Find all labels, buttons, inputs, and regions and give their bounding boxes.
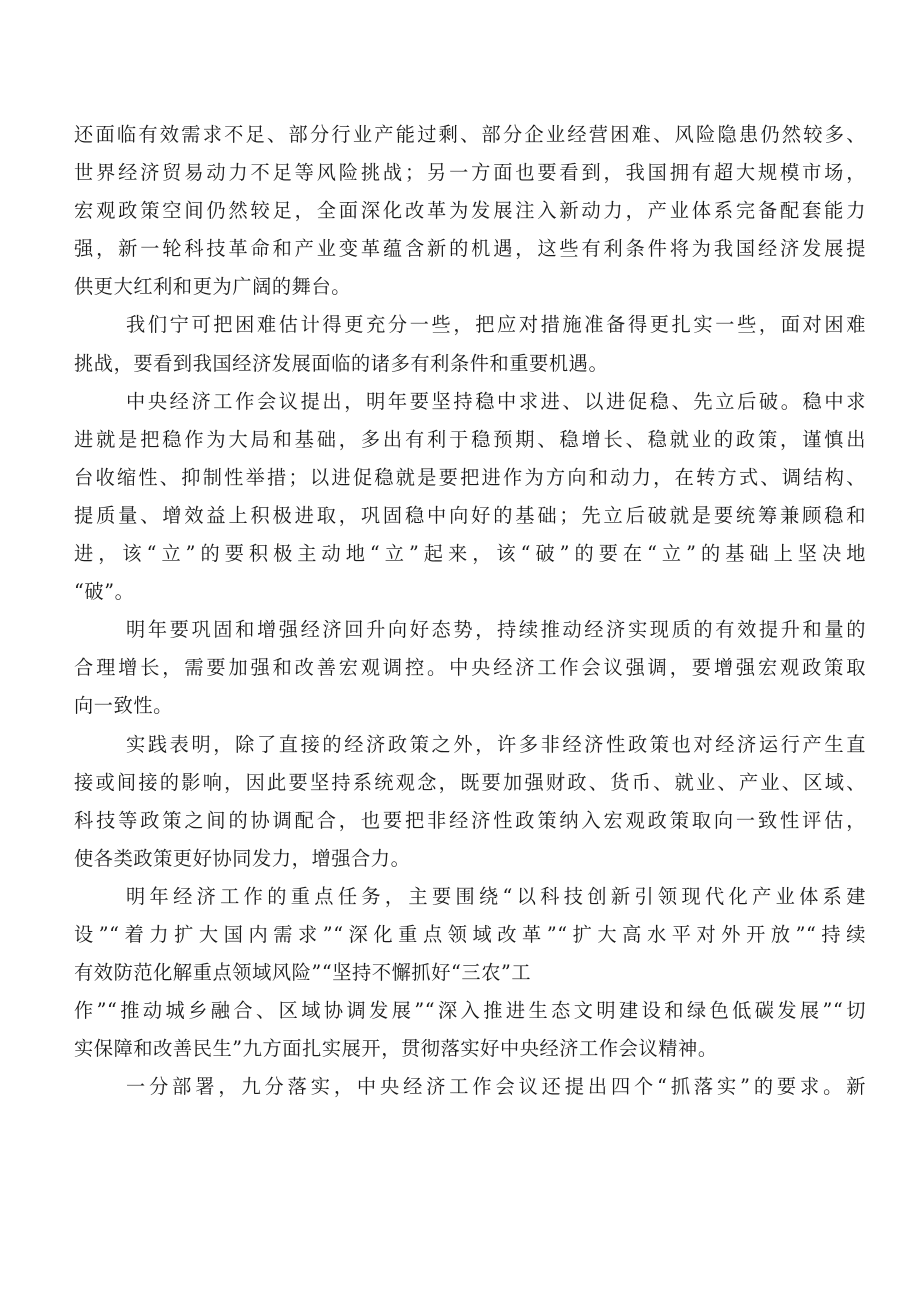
paragraph-line: 明年经济工作的重点任务，主要围绕“以科技创新引领现代化产业体系建	[126, 884, 866, 908]
paragraph-line: 实践表明，除了直接的经济政策之外，许多非经济性政策也对经济运行产生直	[126, 732, 866, 756]
paragraph-line: 一分部署，九分落实，中央经济工作会议还提出四个“抓落实”的要求。新	[126, 1075, 866, 1099]
paragraph-line: 供更大红利和更为广阔的舞台。	[74, 275, 352, 299]
paragraph-line: 接或间接的影响，因此要坚持系统观念，既要加强财政、货币、就业、产业、区域、	[74, 770, 866, 794]
paragraph-line: 世界经济贸易动力不足等风险挑战；另一方面也要看到，我国拥有超大规模市场，	[74, 161, 866, 185]
paragraph-line: “破”。	[74, 580, 135, 604]
paragraph-line: 台收缩性、抑制性举措；以进促稳就是要把进作为方向和动力，在转方式、调结构、	[74, 465, 866, 489]
paragraph-line: 实保障和改善民生”九方面扎实展开，贯彻落实好中央经济工作会议精神。	[74, 1037, 718, 1061]
paragraph-line: 强，新一轮科技革命和产业变革蕴含新的机遇，这些有利条件将为我国经济发展提	[74, 237, 866, 261]
paragraph-line: 提质量、增效益上积极进取，巩固稳中向好的基础；先立后破就是要统筹兼顾稳和	[74, 503, 866, 527]
paragraph-line: 作”“推动城乡融合、区域协调发展”“深入推进生态文明建设和绿色低碳发展”“切	[74, 999, 866, 1023]
paragraph-line: 设”“着力扩大国内需求”“深化重点领域改革”“扩大高水平对外开放”“持续	[74, 922, 866, 946]
paragraph-line: 进，该“立”的要积极主动地“立”起来，该“破”的要在“立”的基础上坚决地	[74, 542, 866, 566]
paragraph-line: 挑战，要看到我国经济发展面临的诸多有利条件和重要机遇。	[74, 351, 609, 375]
paragraph-line: 进就是把稳作为大局和基础，多出有利于稳预期、稳增长、稳就业的政策，谨慎出	[74, 427, 866, 451]
paragraph-line: 有效防范化解重点领域风险”“坚持不懈抓好“三农”工	[74, 961, 532, 985]
paragraph-line: 我们宁可把困难估计得更充分一些，把应对措施准备得更扎实一些，面对困难	[126, 313, 866, 337]
paragraph-line: 使各类政策更好协同发力，增强合力。	[74, 846, 411, 870]
paragraph-line: 还面临有效需求不足、部分行业产能过剩、部分企业经营困难、风险隐患仍然较多、	[74, 123, 866, 146]
paragraph-line: 科技等政策之间的协调配合，也要把非经济性政策纳入宏观政策取向一致性评估，	[74, 808, 866, 832]
paragraph-line: 合理增长，需要加强和改善宏观调控。中央经济工作会议强调，要增强宏观政策取	[74, 656, 866, 680]
paragraph-line: 明年要巩固和增强经济回升向好态势，持续推动经济实现质的有效提升和量的	[126, 618, 866, 642]
paragraph-line: 宏观政策空间仍然较足，全面深化改革为发展注入新动力，产业体系完备配套能力	[74, 199, 866, 223]
paragraph-line: 向一致性。	[74, 694, 173, 718]
paragraph-line: 中央经济工作会议提出，明年要坚持稳中求进、以进促稳、先立后破。稳中求	[126, 389, 866, 413]
document-body	[74, 116, 866, 1106]
